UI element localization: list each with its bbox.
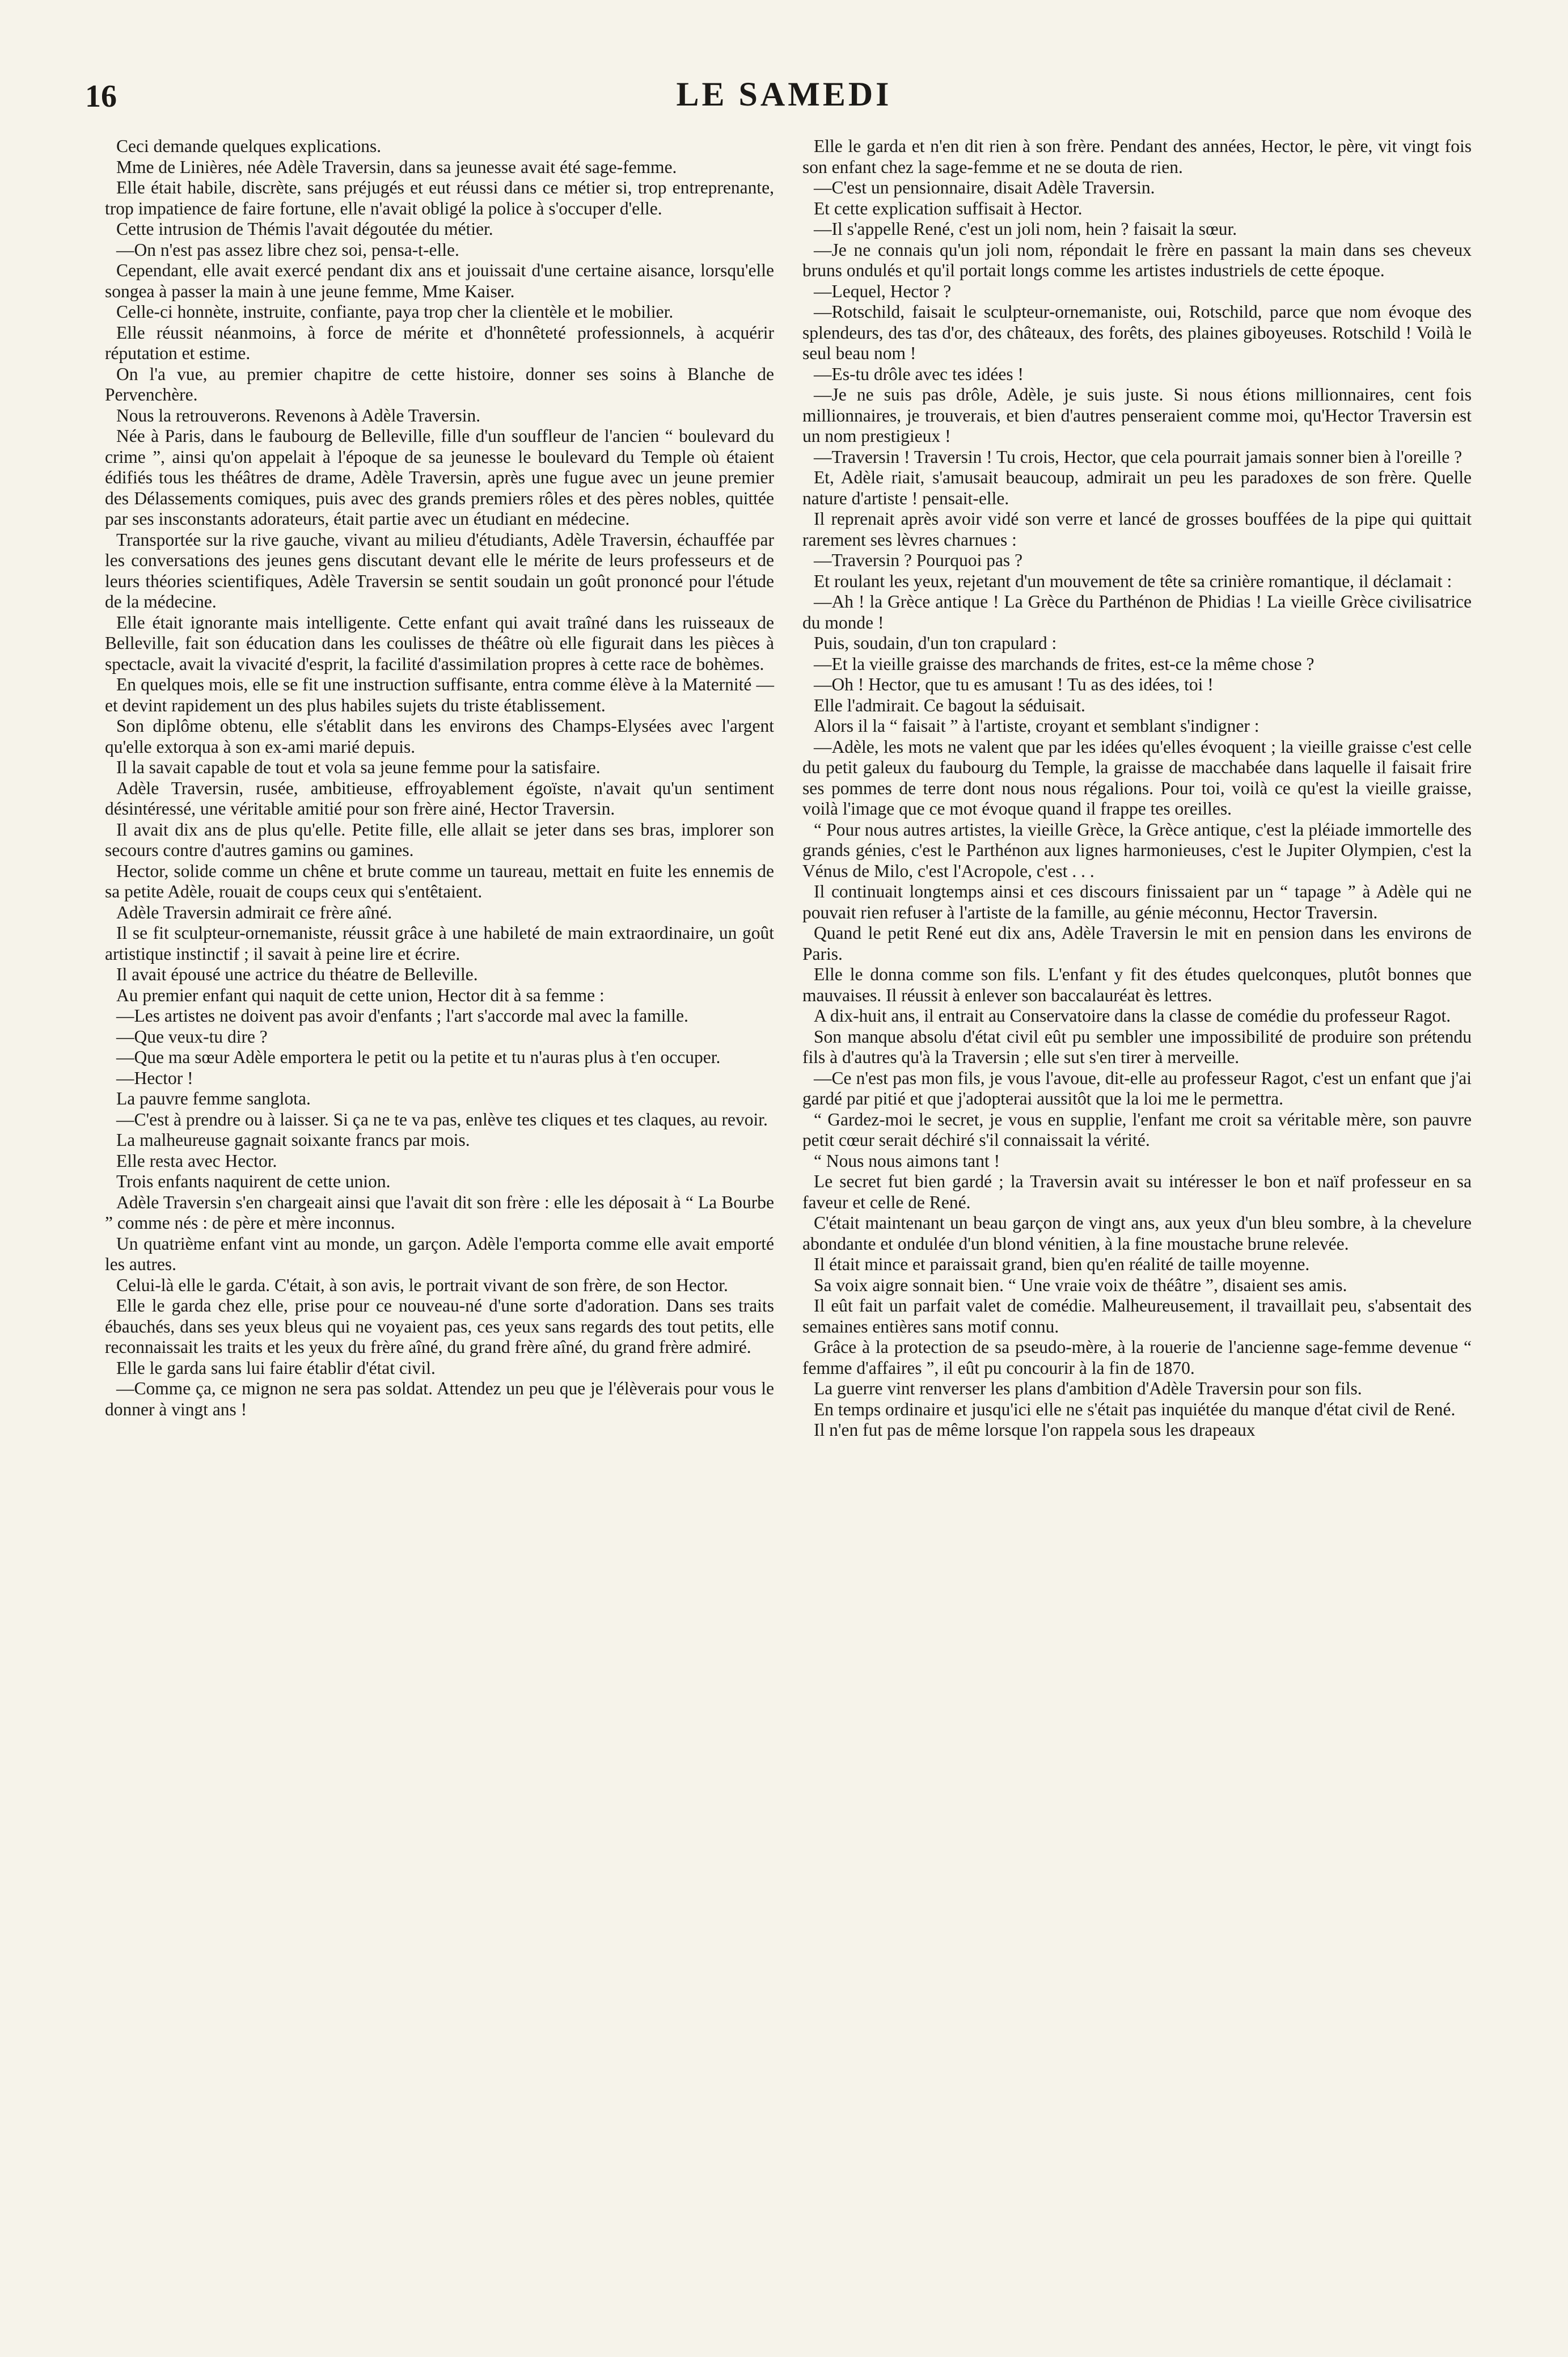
paragraph: Il avait dix ans de plus qu'elle. Petite fille, elle allait se jeter dans ses bras, implorer son secours contre d'autres gamins ou gamines. [105,819,774,860]
paragraph: Elle le garda et n'en dit rien à son frère. Pendant des années, Hector, le père, vit vingt fois son enfant chez la sage-femme et ne se douta de rien. [802,136,1472,177]
page-number: 16 [85,79,117,114]
paragraph: C'était maintenant un beau garçon de vingt ans, aux yeux d'un bleu sombre, à la chevelure abondante et ondulée d'un blond vénitien, à la fine moustache brune relevée. [802,1213,1472,1254]
paragraph: Grâce à la protection de sa pseudo-mère, à la rouerie de l'ancienne sage-femme devenue “ femme d'affaires ”, il eût pu concourir à la fin de 1870. [802,1337,1472,1378]
paragraph: Le secret fut bien gardé ; la Traversin avait su intéresser le bon et naïf professeur en sa faveur et celle de René. [802,1171,1472,1212]
newspaper-title: LE SAMEDI [676,75,892,113]
paragraph: Il n'en fut pas de même lorsque l'on rappela sous les drapeaux [814,1420,1256,1440]
paragraph: —On n'est pas assez libre chez soi, pensa-t-elle. [116,239,459,260]
paragraph: “ Gardez-moi le secret, je vous en supplie, l'enfant me croit sa véritable mère, son pauvre petit cœur serait déchiré s'il connaissait la vérité. [802,1109,1472,1150]
paragraph: Nous la retrouverons. Revenons à Adèle Traversin. [116,405,481,425]
paragraph: Transportée sur la rive gauche, vivant au milieu d'étudiants, Adèle Traversin, échauffée par les conversations des jeunes gens discutant devant elle le mérite de leurs professeurs et de leurs théories scientifiques, Adèle Traversin se sentit soudain un goût prononcé pour l'étude de la médecine. [105,529,774,612]
paragraph: Mme de Linières, née Adèle Traversin, dans sa jeunesse avait été sage-femme. [116,157,677,177]
paragraph: Elle le donna comme son fils. L'enfant y fit des études quelconques, plutôt bonnes que mauvaises. Il réussit à enlever son baccalauréat ès lettres. [802,964,1472,1005]
paragraph: Son manque absolu d'état civil eût pu sembler une impossibilité de produire son prétendu fils à d'autres qu'à la Traversin ; elle sut s'en tirer à merveille. [802,1026,1472,1067]
paragraph: Quand le petit René eut dix ans, Adèle Traversin le mit en pension dans les environs de Paris. [802,923,1472,964]
paragraph: —Et la vieille graisse des marchands de frites, est-ce la même chose ? [814,653,1315,674]
paragraph: —Traversin ? Pourquoi pas ? [814,550,1023,570]
paragraph: Et cette explication suffisait à Hector. [814,198,1083,218]
paragraph: “ Pour nous autres artistes, la vieille Grèce, la Grèce antique, c'est la pléiade immortelle des grands génies, c'est le Parthénon aux lignes harmonieuses, c'est le Jupiter Olympien, c'est la Vénus de Milo, c'est l'Acropole, c'est . . . [802,819,1472,881]
paragraph: Elle le garda sans lui faire établir d'état civil. [116,1357,436,1378]
paragraph: —Les artistes ne doivent pas avoir d'enfants ; l'art s'accorde mal avec la famille. [116,1006,688,1026]
paragraph: —Adèle, les mots ne valent que par les idées qu'elles évoquent ; la vieille graisse c'est celle du petit galeux du faubourg du Temple, la graisse de macchabée dans laquelle il faisait frire ses pommes de terre dont nous nous régalions. Pour toi, voilà ce qu'est la vieille graisse, voilà l'image que ce mot évoque quand il frappe tes oreilles. [802,736,1472,819]
paragraph: Et roulant les yeux, rejetant d'un mouvement de tête sa crinière romantique, il déclamait : [814,571,1452,591]
paragraph: Cependant, elle avait exercé pendant dix ans et jouissait d'une certaine aisance, lorsqu'elle songea à passer la main à une jeune femme, Mme Kaiser. [105,260,774,301]
paragraph: Adèle Traversin admirait ce frère aîné. [116,902,392,922]
paragraph: —Ah ! la Grèce antique ! La Grèce du Parthénon de Phidias ! La vieille Grèce civilisatrice du monde ! [802,592,1472,633]
paragraph: —Comme ça, ce mignon ne sera pas soldat. Attendez un peu que je l'élèverais pour vous le donner à vingt ans ! [105,1378,774,1419]
paragraph: Née à Paris, dans le faubourg de Belleville, fille d'un souffleur de l'ancien “ boulevard du crime ”, ainsi qu'on appelait à l'époque de sa jeunesse le boulevard du Temple où étaient édifiés tous les théâtres de drame, Adèle Traversin, après une fugue avec un jeune premier des Délassements comiques, puis avec des grands premiers rôles et des pères nobles, quittée par ses insconstants adorateurs, était partie avec un étudiant en médecine. [105,426,774,529]
paragraph: La guerre vint renverser les plans d'ambition d'Adèle Traversin pour son fils. [814,1378,1362,1398]
right-column [802,136,1472,1441]
paragraph: En quelques mois, elle se fit une instruction suffisante, entra comme élève à la Maternité — et devint rapidement un des plus habiles sujets du triste établissement. [105,674,774,715]
paragraph: Hector, solide comme un chêne et brute comme un taureau, mettait en fuite les ennemis de sa petite Adèle, rouait de coups ceux qui s'entêtaient. [105,861,774,901]
paragraph: Adèle Traversin s'en chargeait ainsi que l'avait dit son frère : elle les déposait à “ La Bourbe ” comme nés : de père et mère inconnus. [105,1192,774,1233]
paragraph: Il eût fait un parfait valet de comédie. Malheureusement, il travaillait peu, s'absentait des semaines entières sans motif connu. [802,1296,1472,1336]
left-column [105,136,774,1420]
paragraph: Elle resta avec Hector. [116,1150,277,1171]
paragraph: Et, Adèle riait, s'amusait beaucoup, admirait un peu les paradoxes de son frère. Quelle nature d'artiste ! pensait-elle. [802,467,1472,508]
paragraph: —Es-tu drôle avec tes idées ! [814,364,1024,384]
paragraph: La malheureuse gagnait soixante francs par mois. [116,1130,470,1150]
paragraph: Un quatrième enfant vint au monde, un garçon. Adèle l'emporta comme elle avait emporté les autres. [105,1233,774,1274]
paragraph: —Ce n'est pas mon fils, je vous l'avoue, dit-elle au professeur Ragot, c'est un enfant que j'ai gardé par pitié et que j'adopterai aussitôt que la loi me le permettra. [802,1068,1472,1108]
paragraph: Sa voix aigre sonnait bien. “ Une vraie voix de théâtre ”, disaient ses amis. [814,1275,1347,1295]
paragraph: —Oh ! Hector, que tu es amusant ! Tu as des idées, toi ! [814,674,1214,694]
paragraph: Il la savait capable de tout et vola sa jeune femme pour la satisfaire. [116,757,601,777]
paragraph: Trois enfants naquirent de cette union. [116,1171,391,1191]
paragraph: Puis, soudain, d'un ton crapulard : [814,633,1057,653]
paragraph: Il reprenait après avoir vidé son verre et lancé de grosses bouffées de la pipe qui quittait rarement ses lèvres charnues : [802,509,1472,550]
paragraph: Elle l'admirait. Ce bagout la séduisait. [814,695,1085,715]
paragraph: —Que ma sœur Adèle emportera le petit ou la petite et tu n'auras plus à t'en occuper. [116,1047,721,1067]
paragraph: A dix-huit ans, il entrait au Conservatoire dans la classe de comédie du professeur Ragot. [814,1006,1451,1026]
paragraph: Adèle Traversin, rusée, ambitieuse, effroyablement égoïste, n'avait qu'un sentiment désintéressé, une véritable amitié pour son frère ainé, Hector Traversin. [105,778,774,819]
paragraph: Alors il la “ faisait ” à l'artiste, croyant et semblant s'indigner : [814,716,1260,736]
paragraph: —Traversin ! Traversin ! Tu crois, Hector, que cela pourrait jamais sonner bien à l'oreille ? [814,446,1463,467]
paragraph: La pauvre femme sanglota. [116,1089,311,1108]
paragraph: —Il s'appelle René, c'est un joli nom, hein ? faisait la sœur. [814,219,1237,239]
paragraph: Celui-là elle le garda. C'était, à son avis, le portrait vivant de son frère, de son Hector. [116,1275,728,1295]
paragraph: On l'a vue, au premier chapitre de cette histoire, donner ses soins à Blanche de Pervenchère. [105,364,774,404]
paragraph: Elle était habile, discrète, sans préjugés et eut réussi dans ce métier si, trop entreprenante, trop impatience de faire fortune, elle n'avait obligé la police à s'occuper d'elle. [105,178,774,218]
paragraph: —Je ne connais qu'un joli nom, répondait le frère en passant la main dans ses cheveux bruns ondulés et qu'il portait longs comme les artistes industriels de cette époque. [802,239,1472,280]
paragraph: Il était mince et paraissait grand, bien qu'en réalité de taille moyenne. [814,1254,1310,1274]
paragraph: Elle était ignorante mais intelligente. Cette enfant qui avait traîné dans les ruisseaux de Belleville, fait son éducation dans les coulisses de théâtre où elle figurait dans les pièces à spectacle, avait la vivacité d'esprit, la facilité d'assimilation propres à cette race de bohèmes. [105,612,774,674]
paragraph: Au premier enfant qui naquit de cette union, Hector dit à sa femme : [116,985,605,1005]
paragraph: En temps ordinaire et jusqu'ici elle ne s'était pas inquiétée du manque d'état civil de René. [814,1399,1456,1419]
paragraph: Ceci demande quelques explications. [116,136,382,156]
paragraph: —Je ne suis pas drôle, Adèle, je suis juste. Si nous étions millionnaires, cent fois millionnaires, je trouverais, et bien d'autres penseraient comme moi, qu'Hector Traversin est un nom prestigieux ! [802,385,1472,446]
paragraph: Elle réussit néanmoins, à force de mérite et d'honnêteté professionnels, à acquérir réputation et estime. [105,322,774,363]
paragraph: Celle-ci honnète, instruite, confiante, paya trop cher la clientèle et le mobilier. [116,302,674,322]
paragraph: Cette intrusion de Thémis l'avait dégoutée du métier. [116,219,493,239]
paragraph: Il se fit sculpteur-ornemaniste, réussit grâce à une habileté de main extraordinaire, un goût artistique instinctif ; il savait à peine lire et écrire. [105,923,774,964]
paragraph: Il avait épousé une actrice du théatre de Belleville. [116,964,478,984]
paragraph: —Lequel, Hector ? [814,281,952,301]
paragraph: —C'est un pensionnaire, disait Adèle Traversin. [814,178,1155,197]
paragraph: —Hector ! [116,1068,193,1088]
paragraph: Son diplôme obtenu, elle s'établit dans les environs des Champs-Elysées avec l'argent qu'elle extorqua à son ex-ami marié depuis. [105,716,774,757]
paragraph: —Que veux-tu dire ? [116,1026,268,1047]
paragraph: “ Nous nous aimons tant ! [814,1150,1000,1171]
paragraph: Elle le garda chez elle, prise pour ce nouveau-né d'une sorte d'adoration. Dans ses traits ébauchés, dans ses yeux bleus qui ne voyaient pas, ces yeux sans regards des tout petits, elle reconnaissait les traits et les yeux du frère aîné, du grand frère aîné, du grand frère admiré. [105,1296,774,1357]
paragraph: —C'est à prendre ou à laisser. Si ça ne te va pas, enlève tes cliques et tes claques, au revoir. [116,1109,768,1129]
paragraph: —Rotschild, faisait le sculpteur-ornemaniste, oui, Rotschild, parce que nom évoque des splendeurs, des tas d'or, des châteaux, des forêts, des plaines giboyeuses. Rotschild ! Voilà le seul beau nom ! [802,302,1472,363]
paragraph: Il continuait longtemps ainsi et ces discours finissaient par un “ tapage ” à Adèle qui ne pouvait rien refuser à l'artiste de la famille, au génie méconnu, Hector Traversin. [802,882,1472,922]
